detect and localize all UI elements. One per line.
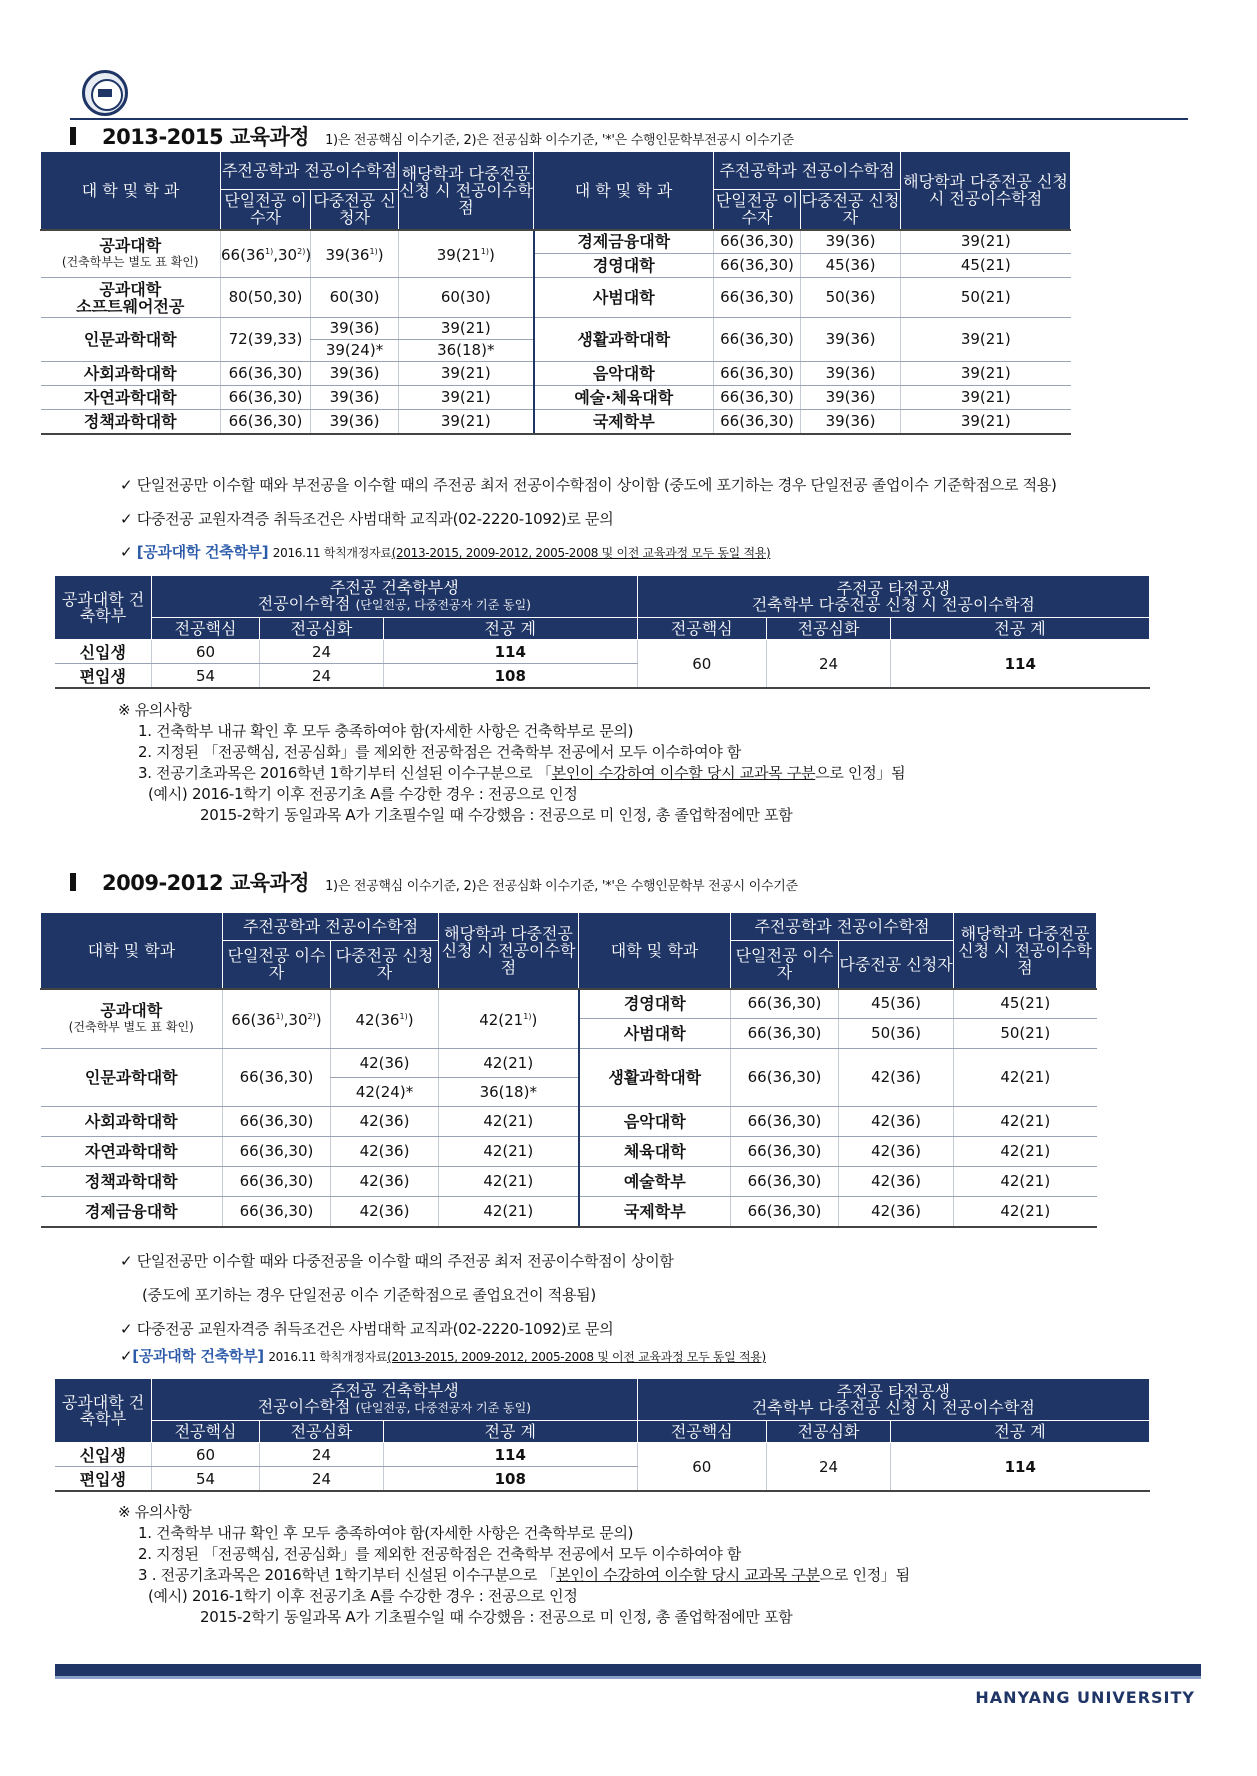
section-2013-2015 xyxy=(70,121,1188,151)
header-group-other: 주전공 타전공생 건축학부 다중전공 신청 시 전공이수학점 xyxy=(637,576,1149,618)
table-cell: 80(50,30) xyxy=(221,278,311,318)
table-cell: 42(36) xyxy=(839,1167,954,1197)
table-cell: 60 xyxy=(637,1443,766,1492)
table-cell: 66(36,30) xyxy=(714,410,801,434)
table-cell: 72(39,33) xyxy=(221,318,311,362)
table-row-label: 사범대학 xyxy=(579,1019,731,1049)
table-cell: 39(36) xyxy=(801,318,901,362)
table-cell: 24 xyxy=(766,640,890,689)
table-row-label: 국제학부 xyxy=(579,1197,731,1227)
table-cell: 50(36) xyxy=(801,278,901,318)
table-cell: 66(36$^{1)}$,30$^{2)}$) xyxy=(223,989,331,1049)
table-row-label: 공과대학 (건축학부는 별도 표 확인) xyxy=(41,230,221,278)
table-cell: 39(36) xyxy=(311,318,399,340)
table-row-label: 자연과학대학 xyxy=(41,386,221,410)
check-note-architecture: ✓[공과대학 건축학부] 2016.11 학칙개정자료(2013-2015, 2009-2012, 2005-2008 및 이전 교육과정 모두 동일 적용) xyxy=(120,1347,766,1365)
table-cell: 66(36,30) xyxy=(223,1137,331,1167)
caution-title: ※ 유의사항 xyxy=(118,1503,192,1521)
header-core: 전공핵심 xyxy=(152,1421,260,1443)
header-major-credits: 주전공학과 전공이수학점 xyxy=(714,152,901,190)
table-cell: 39(36) xyxy=(801,230,901,254)
section-marker-icon xyxy=(70,873,76,891)
caution-block xyxy=(118,700,905,826)
caution-item: 2. 지정된 「전공핵심, 전공심화」를 제외한 전공학점은 건축학부 전공에서 모두 이수하여야 함 xyxy=(138,743,742,761)
table-cell: 50(21) xyxy=(901,278,1071,318)
footer-brand: HANYANG UNIVERSITY xyxy=(975,1688,1195,1707)
table-cell: 108 xyxy=(384,664,638,689)
header-major-credits: 주전공학과 전공이수학점 xyxy=(221,152,399,190)
table-cell: 24 xyxy=(259,1467,383,1492)
table-row-label: 공과대학 (건축학부 별도 표 확인) xyxy=(41,989,223,1049)
table-cell: 42(36) xyxy=(839,1197,954,1227)
table-cell: 45(21) xyxy=(954,989,1097,1019)
table-cell: 39(36) xyxy=(801,410,901,434)
table-row-label: 사회과학대학 xyxy=(41,1107,223,1137)
caution-title: ※ 유의사항 xyxy=(118,701,192,719)
table-cell: 42(36) xyxy=(839,1107,954,1137)
table-cell: 36(18)* xyxy=(439,1078,579,1107)
header-dual: 해당학과 다중전공 신청 시 전공이수학점 xyxy=(399,152,534,230)
architecture-credits-table-2013-2015 xyxy=(54,575,1150,689)
table-row-label: 경영대학 xyxy=(579,989,731,1019)
table-cell: 39(21) xyxy=(399,386,534,410)
table-cell: 50(21) xyxy=(954,1019,1097,1049)
table-cell: 66(36$^{1)}$,30$^{2)}$) xyxy=(221,230,311,278)
table-cell: 114 xyxy=(384,1443,638,1467)
header-dual: 해당학과 다중전공 신청 시 전공이수학점 xyxy=(439,913,579,989)
table-cell: 24 xyxy=(259,1443,383,1467)
table-cell: 66(36,30) xyxy=(221,410,311,434)
table-cell: 108 xyxy=(384,1467,638,1492)
table-cell: 66(36,30) xyxy=(731,1049,839,1107)
table-cell: 42(21) xyxy=(954,1167,1097,1197)
table-cell: 45(36) xyxy=(801,254,901,278)
caution-item: 2. 지정된 「전공핵심, 전공심화」를 제외한 전공학점은 건축학부 전공에서 모두 이수하여야 함 xyxy=(138,1545,742,1563)
table-row-label: 사범대학 xyxy=(534,278,714,318)
header-total: 전공 계 xyxy=(384,618,638,640)
header-corner: 공과대학 건축학부 xyxy=(55,576,152,640)
table-cell: 45(21) xyxy=(901,254,1071,278)
table-cell: 66(36,30) xyxy=(223,1167,331,1197)
table-row-label: 음악대학 xyxy=(579,1107,731,1137)
header-total: 전공 계 xyxy=(891,1421,1150,1443)
caution-item: 1. 건축학부 내규 확인 후 모두 충족하여야 함(자세한 사항은 건축학부로 문의) xyxy=(138,722,634,740)
table-cell: 66(36,30) xyxy=(223,1197,331,1227)
table-cell: 42(21) xyxy=(954,1197,1097,1227)
header-univ: 대학 및 학과 xyxy=(41,913,223,989)
header-rule xyxy=(70,118,1188,120)
table-cell: 39(21) xyxy=(901,318,1071,362)
table-cell: 42(36$^{1)}$) xyxy=(331,989,439,1049)
table-cell: 42(21$^{1)}$) xyxy=(439,989,579,1049)
table-cell: 60 xyxy=(152,1443,260,1467)
table-cell: 39(21) xyxy=(901,410,1071,434)
caution-item: 3. 전공기초과목은 2016학년 1학기부터 신설된 이수구분으로 「본인이 수강하여 이수할 당시 교과목 구분으로 인정」됨 xyxy=(138,764,906,782)
table-cell: 36(18)* xyxy=(399,340,534,362)
table-cell: 42(21) xyxy=(439,1167,579,1197)
table-row-label: 국제학부 xyxy=(534,410,714,434)
header-group-native: 주전공 건축학부생 전공이수학점 (단일전공, 다중전공자 기준 동일) xyxy=(152,1379,637,1421)
table-cell: 66(36,30) xyxy=(731,1197,839,1227)
table-cell: 66(36,30) xyxy=(221,362,311,386)
table-row-label: 자연과학대학 xyxy=(41,1137,223,1167)
table-row-label: 예술학부 xyxy=(579,1167,731,1197)
table-cell: 114 xyxy=(891,1443,1150,1492)
table-row-label: 공과대학 소프트웨어전공 xyxy=(41,278,221,318)
table-row-label: 생활과학대학 xyxy=(579,1049,731,1107)
header-multi: 다중전공 신청자 xyxy=(801,190,901,230)
header-dual: 해당학과 다중전공 신청 시 전공이수학점 xyxy=(901,152,1071,230)
table-cell: 66(36,30) xyxy=(714,254,801,278)
table-cell: 42(21) xyxy=(954,1137,1097,1167)
university-seal-logo xyxy=(82,70,128,116)
section-title: 2013-2015 교육과정 xyxy=(102,125,310,149)
table-cell: 42(21) xyxy=(439,1197,579,1227)
table-cell: 45(36) xyxy=(839,989,954,1019)
footer-bar-accent xyxy=(55,1676,1201,1679)
check-note: (중도에 포기하는 경우 단일전공 이수 기준학점으로 졸업요건이 적용됨) xyxy=(142,1286,596,1304)
table-cell: 66(36,30) xyxy=(714,318,801,362)
header-major-credits: 주전공학과 전공이수학점 xyxy=(731,913,954,941)
section-marker-icon xyxy=(70,127,76,145)
table-cell: 39(21) xyxy=(399,362,534,386)
table-cell: 39(21$^{1)}$) xyxy=(399,230,534,278)
table-row-label: 경제금융대학 xyxy=(41,1197,223,1227)
table-cell: 42(21) xyxy=(954,1107,1097,1137)
check-note: ✓ 단일전공만 이수할 때와 부전공을 이수할 때의 주전공 최저 전공이수학점이 상이함 (중도에 포기하는 경우 단일전공 졸업이수 기준학점으로 적용) xyxy=(120,476,1057,494)
table-cell: 39(36) xyxy=(801,386,901,410)
table-row-label: 편입생 xyxy=(55,1467,152,1492)
table-cell: 39(24)* xyxy=(311,340,399,362)
section-note: 1)은 전공핵심 이수기준, 2)은 전공심화 이수기준, '*'은 수행인문학부전공시 이수기준 xyxy=(325,133,794,148)
header-advanced: 전공심화 xyxy=(259,1421,383,1443)
check-note: ✓ 단일전공만 이수할 때와 다중전공을 이수할 때의 주전공 최저 전공이수학점이 상이함 xyxy=(120,1252,674,1270)
header-single: 단일전공 이수자 xyxy=(714,190,801,230)
table-cell: 66(36,30) xyxy=(731,989,839,1019)
caution-item: 1. 건축학부 내규 확인 후 모두 충족하여야 함(자세한 사항은 건축학부로 문의) xyxy=(138,1524,634,1542)
table-cell: 54 xyxy=(152,1467,260,1492)
caution-example: 2015-2학기 동일과목 A가 기초필수일 때 수강했음 : 전공으로 미 인정, 총 졸업학점에만 포함 xyxy=(200,806,793,824)
table-cell: 66(36,30) xyxy=(714,278,801,318)
table-cell: 66(36,30) xyxy=(714,386,801,410)
table-cell: 24 xyxy=(259,664,383,689)
table-cell: 42(36) xyxy=(839,1137,954,1167)
section-title: 2009-2012 교육과정 xyxy=(102,871,310,895)
header-univ: 대학 및 학과 xyxy=(579,913,731,989)
table-row-label: 인문과학대학 xyxy=(41,318,221,362)
table-cell: 54 xyxy=(152,664,260,689)
header-dual: 해당학과 다중전공 신청 시 전공이수학점 xyxy=(954,913,1097,989)
header-core: 전공핵심 xyxy=(637,618,766,640)
header-total: 전공 계 xyxy=(891,618,1150,640)
table-cell: 39(36) xyxy=(311,386,399,410)
table-cell: 66(36,30) xyxy=(714,362,801,386)
table-row-label: 생활과학대학 xyxy=(534,318,714,362)
table-row-label: 음악대학 xyxy=(534,362,714,386)
table-row-label: 경영대학 xyxy=(534,254,714,278)
table-cell: 66(36,30) xyxy=(221,386,311,410)
table-row-label: 경제금융대학 xyxy=(534,230,714,254)
table-row-label: 편입생 xyxy=(55,664,152,689)
header-core: 전공핵심 xyxy=(637,1421,766,1443)
caution-block xyxy=(118,1502,910,1628)
table-cell: 42(36) xyxy=(331,1137,439,1167)
table-cell: 42(24)* xyxy=(331,1078,439,1107)
table-row-label: 체육대학 xyxy=(579,1137,731,1167)
header-group-other: 주전공 타전공생 건축학부 다중전공 신청 시 전공이수학점 xyxy=(637,1379,1149,1421)
table-cell: 114 xyxy=(891,640,1150,689)
credits-table-2013-2015 xyxy=(40,151,1071,435)
credits-table-2009-2012 xyxy=(40,912,1097,1228)
header-single: 단일전공 이수자 xyxy=(223,941,331,989)
header-major-credits: 주전공학과 전공이수학점 xyxy=(223,913,439,941)
caution-example: (예시) 2016-1학기 이후 전공기초 A를 수강한 경우 : 전공으로 인정 xyxy=(148,785,578,803)
header-core: 전공핵심 xyxy=(152,618,260,640)
table-cell: 42(36) xyxy=(331,1197,439,1227)
table-cell: 39(21) xyxy=(901,230,1071,254)
caution-item: 3 . 전공기초과목은 2016학년 1학기부터 신설된 이수구분으로 「본인이 수강하여 이수할 당시 교과목 구분으로 인정」됨 xyxy=(138,1566,910,1584)
header-multi: 다중전공 신청자 xyxy=(839,941,954,989)
table-row-label: 신입생 xyxy=(55,640,152,664)
table-cell: 39(36) xyxy=(311,362,399,386)
table-cell: 42(21) xyxy=(439,1049,579,1078)
check-note: ✓ 다중전공 교원자격증 취득조건은 사범대학 교직과(02-2220-1092)로 문의 xyxy=(120,1320,614,1338)
table-cell: 66(36,30) xyxy=(223,1049,331,1107)
table-cell: 66(36,30) xyxy=(731,1137,839,1167)
section-2009-2012 xyxy=(70,867,1188,897)
table-row-label: 예술·체육대학 xyxy=(534,386,714,410)
table-cell: 60 xyxy=(637,640,766,689)
check-note-architecture: ✓ [공과대학 건축학부] 2016.11 학칙개정자료(2013-2015, 2009-2012, 2005-2008 및 이전 교육과정 모두 동일 적용) xyxy=(120,543,771,561)
table-cell: 42(36) xyxy=(331,1107,439,1137)
table-cell: 60(30) xyxy=(311,278,399,318)
header-single: 단일전공 이수자 xyxy=(221,190,311,230)
table-row-label: 정책과학대학 xyxy=(41,1167,223,1197)
table-cell: 42(21) xyxy=(954,1049,1097,1107)
table-cell: 24 xyxy=(766,1443,890,1492)
header-total: 전공 계 xyxy=(384,1421,638,1443)
table-row-label: 신입생 xyxy=(55,1443,152,1467)
table-cell: 42(36) xyxy=(331,1167,439,1197)
table-cell: 39(36$^{1)}$) xyxy=(311,230,399,278)
header-advanced: 전공심화 xyxy=(766,618,890,640)
table-row-label: 정책과학대학 xyxy=(41,410,221,434)
table-row-label: 인문과학대학 xyxy=(41,1049,223,1107)
table-cell: 39(21) xyxy=(399,410,534,434)
table-cell: 39(36) xyxy=(801,362,901,386)
table-cell: 39(36) xyxy=(311,410,399,434)
table-cell: 114 xyxy=(384,640,638,664)
table-cell: 66(36,30) xyxy=(731,1107,839,1137)
table-cell: 66(36,30) xyxy=(731,1167,839,1197)
header-advanced: 전공심화 xyxy=(259,618,383,640)
table-cell: 42(36) xyxy=(331,1049,439,1078)
check-note: ✓ 다중전공 교원자격증 취득조건은 사범대학 교직과(02-2220-1092)로 문의 xyxy=(120,510,614,528)
header-group-native: 주전공 건축학부생 전공이수학점 (단일전공, 다중전공자 기준 동일) xyxy=(152,576,637,618)
header-multi: 다중전공 신청자 xyxy=(311,190,399,230)
table-cell: 39(21) xyxy=(901,362,1071,386)
table-row-label: 사회과학대학 xyxy=(41,362,221,386)
table-cell: 66(36,30) xyxy=(731,1019,839,1049)
footer-bar xyxy=(55,1664,1201,1676)
header-advanced: 전공심화 xyxy=(766,1421,890,1443)
table-cell: 60(30) xyxy=(399,278,534,318)
table-cell: 24 xyxy=(259,640,383,664)
table-cell: 42(21) xyxy=(439,1137,579,1167)
table-cell: 42(21) xyxy=(439,1107,579,1137)
table-cell: 50(36) xyxy=(839,1019,954,1049)
header-single: 단일전공 이수자 xyxy=(731,941,839,989)
table-cell: 66(36,30) xyxy=(714,230,801,254)
table-cell: 42(36) xyxy=(839,1049,954,1107)
caution-example: (예시) 2016-1학기 이후 전공기초 A를 수강한 경우 : 전공으로 인정 xyxy=(148,1587,578,1605)
caution-example: 2015-2학기 동일과목 A가 기초필수일 때 수강했음 : 전공으로 미 인정, 총 졸업학점에만 포함 xyxy=(200,1608,793,1626)
header-univ: 대 학 및 학 과 xyxy=(534,152,714,230)
architecture-credits-table-2009-2012 xyxy=(54,1378,1150,1492)
header-corner: 공과대학 건축학부 xyxy=(55,1379,152,1443)
table-cell: 39(21) xyxy=(399,318,534,340)
header-univ: 대 학 및 학 과 xyxy=(41,152,221,230)
header-multi: 다중전공 신청자 xyxy=(331,941,439,989)
table-cell: 66(36,30) xyxy=(223,1107,331,1137)
table-cell: 39(21) xyxy=(901,386,1071,410)
table-cell: 60 xyxy=(152,640,260,664)
section-note: 1)은 전공핵심 이수기준, 2)은 전공심화 이수기준, '*'은 수행인문학부 전공시 이수기준 xyxy=(325,879,798,894)
